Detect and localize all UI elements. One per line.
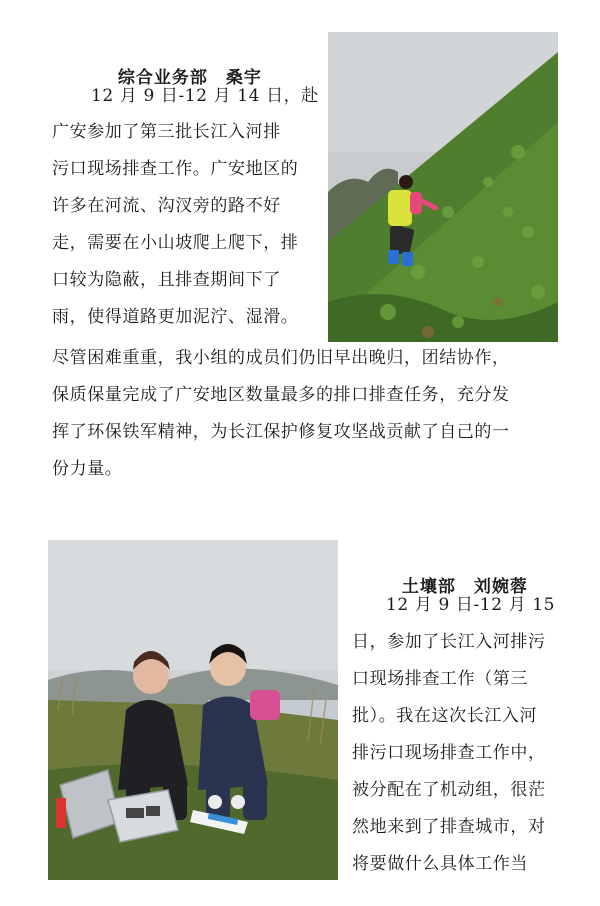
section1-line: 口较为隐蔽，且排查期间下了 (52, 270, 281, 290)
section1-department: 综合业务部 (117, 68, 208, 88)
section1-line: 走，需要在小山坡爬上爬下，排 (52, 233, 299, 253)
section1-line: 尽管困难重重，我小组的成员们仍旧早出晚归，团结协作， (52, 348, 510, 368)
section1-line: 保质保量完成了广安地区数量最多的排口排查任务，充分发 (52, 385, 510, 405)
section1-line: 许多在河流、沟汊旁的路不好 (52, 196, 281, 216)
section2-line: 将要做什么具体工作当 (352, 854, 528, 874)
section1-line: 广安参加了第三批长江入河排 (52, 122, 281, 142)
section1-author: 桑宇 (225, 68, 262, 88)
section2-line: 被分配在了机动组，很茫 (352, 780, 546, 800)
section1-line: 雨，使得道路更加泥泞、湿滑。 (52, 307, 299, 327)
section1-line: 份力量。 (52, 459, 123, 479)
section2-line: 口现场排查工作（第三 (352, 669, 528, 689)
hillside-climbing-photo (328, 32, 558, 342)
section1-line: 12 月 9 日-12 月 14 日，赴 (91, 86, 319, 106)
section2-line: 然地来到了排查城市，对 (352, 817, 546, 837)
section2-department: 土壤部 (401, 577, 456, 597)
section1-heading (104, 43, 262, 88)
section2-heading (388, 552, 528, 597)
section2-author: 刘婉蓉 (473, 577, 528, 597)
section2-line: 日，参加了长江入河排污 (352, 632, 546, 652)
section1-line: 污口现场排查工作。广安地区的 (52, 159, 299, 179)
section2-line: 批）。我在这次长江入河 (352, 706, 538, 726)
section2-line: 排污口现场排查工作中， (352, 743, 546, 763)
section2-line: 12 月 9 日-12 月 15 (386, 595, 556, 615)
section1-line: 挥了环保铁军精神，为长江保护修复攻坚战贡献了自己的一 (52, 422, 510, 442)
water-testing-photo (48, 540, 338, 880)
